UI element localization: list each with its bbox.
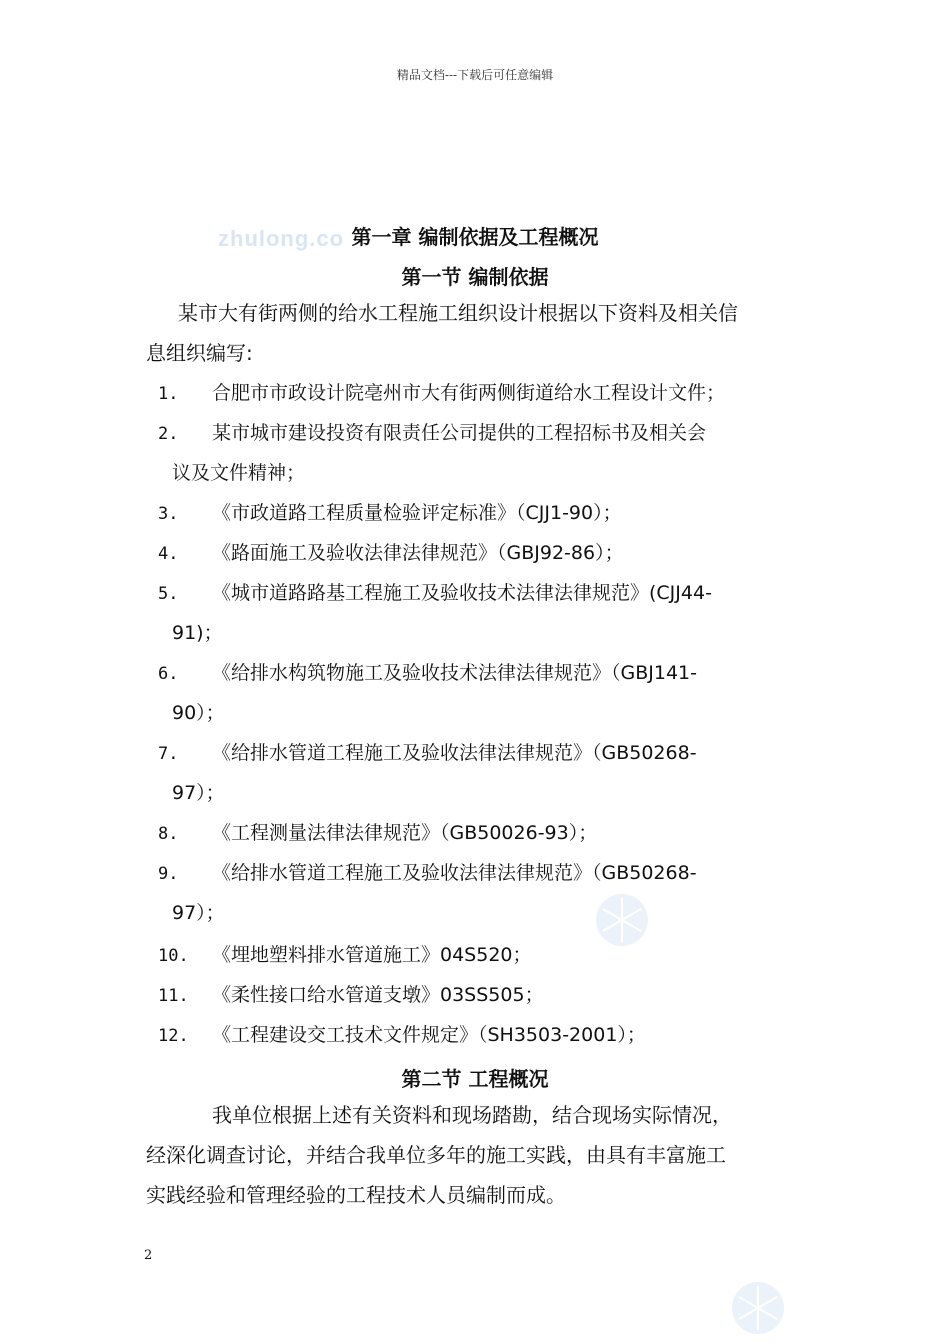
overview-paragraph: [146, 1095, 810, 1215]
list-item-text: 《市政道路工程质量检验评定标准》（CJJ1-90）；: [212, 502, 622, 524]
list-item: [158, 533, 808, 574]
list-item-continuation: 97）；: [172, 782, 225, 804]
list-item-number: 6.: [158, 664, 179, 684]
list-item-number: 2.: [158, 424, 179, 444]
list-item: [158, 1015, 808, 1056]
list-item-text: 《路面施工及验收法律法律规范》（GBJ92-86）；: [212, 542, 624, 564]
list-item: [158, 935, 808, 976]
list-item: [158, 813, 808, 854]
list-item-number: 9.: [158, 864, 179, 884]
list-item: [158, 493, 808, 534]
snowflake-watermark-icon: [728, 1278, 788, 1338]
page-header: 精品文档---下载后可任意编辑: [396, 68, 554, 82]
list-item: [158, 975, 808, 1016]
list-item-continuation: 97）；: [172, 902, 225, 924]
list-item: [158, 653, 808, 724]
list-item: [158, 853, 808, 924]
list-item-number: 10.: [158, 946, 189, 966]
list-item-number: 3.: [158, 504, 179, 524]
overview-line: 经深化调查讨论，并结合我单位多年的施工实践，由具有丰富施工: [146, 1143, 726, 1167]
list-item-text: 《工程建设交工技术文件规定》（SH3503-2001）；: [212, 1024, 646, 1046]
list-item-number: 5.: [158, 584, 179, 604]
intro-paragraph: [146, 293, 810, 373]
list-item-continuation: 91)；: [172, 622, 223, 644]
intro-line: 息组织编写:: [146, 341, 253, 365]
list-item-text: 合肥市市政设计院亳州市大有街两侧街道给水工程设计文件；: [212, 382, 726, 404]
list-item-number: 7.: [158, 744, 179, 764]
list-item-text: 《给排水构筑物施工及验收技术法律法律规范》（GBJ141-: [212, 662, 697, 684]
intro-line: 某市大有街两侧的给水工程施工组织设计根据以下资料及相关信: [178, 301, 738, 325]
list-item-continuation: 90）；: [172, 702, 225, 724]
list-item: [158, 733, 808, 804]
page-number: 2: [144, 1248, 153, 1263]
list-item: [158, 573, 808, 644]
list-item-text: 《城市道路路基工程施工及验收技术法律法律规范》(CJJ44-: [212, 582, 712, 604]
chapter-title: 第一章 编制依据及工程概况: [351, 225, 599, 249]
section-title: 第二节 工程概况: [401, 1067, 549, 1091]
list-item-number: 12.: [158, 1026, 189, 1046]
overview-line: 我单位根据上述有关资料和现场踏勘，结合现场实际情况，: [212, 1103, 732, 1127]
list-item: [158, 373, 808, 414]
list-item-number: 8.: [158, 824, 179, 844]
list-item-text: 《给排水管道工程施工及验收法律法律规范》（GB50268-: [212, 862, 697, 884]
section-title: 第一节 编制依据: [401, 265, 549, 289]
watermark-text: zhulong.co: [218, 226, 345, 251]
overview-line: 实践经验和管理经验的工程技术人员编制而成。: [146, 1183, 566, 1207]
list-item-text: 《埋地塑料排水管道施工》04S520；: [212, 944, 532, 966]
list-item-number: 11.: [158, 986, 189, 1006]
list-item-number: 4.: [158, 544, 179, 564]
list-item-number: 1.: [158, 384, 179, 404]
list-item-text: 某市城市建设投资有限责任公司提供的工程招标书及相关会: [212, 422, 707, 444]
list-item: [158, 413, 808, 484]
list-item-text: 《柔性接口给水管道支墩》03SS505；: [212, 984, 544, 1006]
list-item-text: 《给排水管道工程施工及验收法律法律规范》（GB50268-: [212, 742, 697, 764]
list-item-text: 《工程测量法律法律规范》（GB50026-93）；: [212, 822, 598, 844]
list-item-continuation: 议及文件精神；: [172, 462, 306, 484]
